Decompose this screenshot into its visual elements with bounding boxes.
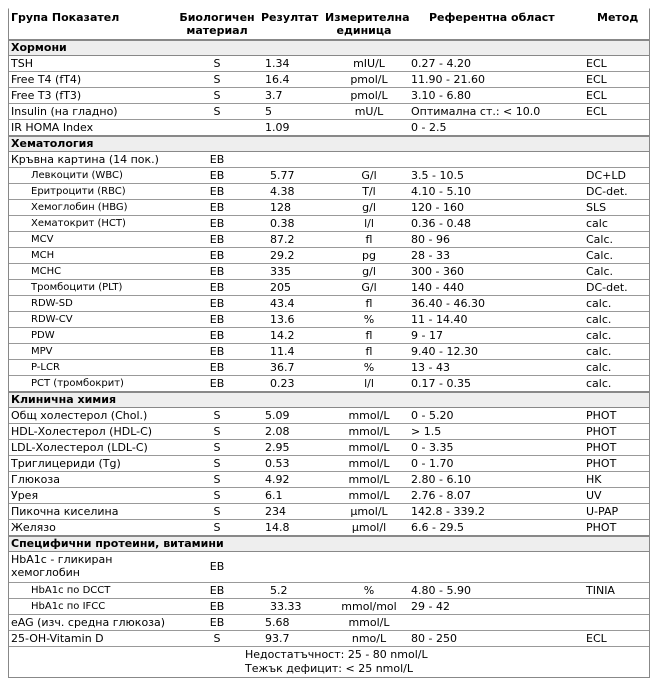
material: EB [209, 153, 225, 166]
test-name: Хемоглобин (HBG) [31, 202, 128, 213]
material: S [213, 441, 221, 454]
method: calc. [586, 377, 612, 390]
result: 1.34 [265, 57, 290, 70]
method: DC-det. [586, 281, 628, 294]
reference-range: 120 - 160 [411, 201, 464, 214]
test-name: MCHC [31, 266, 62, 277]
method: calc. [586, 297, 612, 310]
material: EB [209, 217, 225, 230]
material: EB [209, 560, 225, 573]
reference-range: 0 - 2.5 [411, 121, 447, 134]
method: Calc. [586, 265, 614, 278]
reference-range: > 1.5 [411, 425, 442, 438]
table-row [9, 296, 649, 312]
table-row [9, 232, 649, 248]
unit: mmol/L [348, 441, 390, 454]
table-row [9, 328, 649, 344]
material: S [213, 521, 221, 534]
unit: l/l [364, 377, 374, 390]
table-header [9, 9, 649, 41]
unit: G/l [361, 281, 377, 294]
reference-range: 11 - 14.40 [411, 313, 468, 326]
method: PHOT [586, 457, 617, 470]
method: ECL [586, 632, 607, 645]
method: calc. [586, 345, 612, 358]
test-name: Левкоцити (WBC) [31, 170, 123, 181]
unit: mmol/L [348, 457, 390, 470]
result: 5 [265, 105, 272, 118]
section-header: Специфични протеини, витамини [9, 537, 649, 552]
test-name: PDW [31, 330, 55, 341]
table-row [9, 120, 649, 137]
reference-range: 0 - 1.70 [411, 457, 454, 470]
test-name: LDL-Холестерол (LDL-C) [11, 441, 148, 454]
table-row [9, 599, 649, 615]
method: SLS [586, 201, 607, 214]
reference-range: 142.8 - 339.2 [411, 505, 485, 518]
unit: µmol/l [351, 521, 387, 534]
table-row [9, 88, 649, 104]
table-row [9, 456, 649, 472]
table-row [9, 168, 649, 184]
reference-range: 3.10 - 6.80 [411, 89, 471, 102]
reference-range: 0 - 5.20 [411, 409, 454, 422]
test-name: RDW-SD [31, 298, 73, 309]
vitamin-d-note [9, 647, 649, 677]
material: EB [209, 361, 225, 374]
reference-range: 3.5 - 10.5 [411, 169, 464, 182]
unit: pg [362, 249, 376, 262]
test-name: Хематокрит (HCT) [31, 218, 126, 229]
table-row [9, 376, 649, 393]
col-result: Резултат [261, 11, 319, 24]
table-row [9, 344, 649, 360]
table-row [9, 504, 649, 520]
test-name: HbA1c по DCCT [31, 585, 111, 596]
reference-range: 9.40 - 12.30 [411, 345, 478, 358]
col-unit: Измерителна единица [325, 11, 410, 37]
table-row [9, 312, 649, 328]
test-name: RDW-CV [31, 314, 73, 325]
test-name: Глюкоза [11, 473, 60, 486]
unit: nmo/L [351, 632, 387, 645]
method: PHOT [586, 521, 617, 534]
test-name: MCH [31, 250, 55, 261]
reference-range: 29 - 42 [411, 600, 450, 613]
unit: % [363, 361, 375, 374]
unit: µmol/L [350, 505, 388, 518]
material: EB [209, 185, 225, 198]
table-row [9, 152, 649, 168]
test-name: Урея [11, 489, 39, 502]
result: 14.2 [270, 329, 295, 342]
test-name: IR HOMA Index [11, 121, 94, 134]
result: 1.09 [265, 121, 290, 134]
result: 234 [265, 505, 286, 518]
material: S [213, 409, 221, 422]
material: S [213, 105, 221, 118]
unit: mmol/mol [341, 600, 397, 613]
test-name: Free T3 (fT3) [11, 89, 82, 102]
result: 2.08 [265, 425, 290, 438]
test-name: Free T4 (fT4) [11, 73, 82, 86]
table-row [9, 472, 649, 488]
method: DC+LD [586, 169, 626, 182]
table-row [9, 360, 649, 376]
unit: g/l [362, 265, 376, 278]
unit: pmol/L [350, 89, 388, 102]
table-row [9, 264, 649, 280]
unit: T/l [362, 185, 376, 198]
result: 2.95 [265, 441, 290, 454]
result: 36.7 [270, 361, 295, 374]
method: Calc. [586, 249, 614, 262]
col-method: Метод [597, 11, 639, 24]
reference-range: 6.6 - 29.5 [411, 521, 464, 534]
reference-range: 0.36 - 0.48 [411, 217, 471, 230]
reference-range: 28 - 33 [411, 249, 450, 262]
test-name: MCV [31, 234, 54, 245]
table-row [9, 200, 649, 216]
method: calc. [586, 329, 612, 342]
material: EB [209, 313, 225, 326]
result: 0.53 [265, 457, 290, 470]
reference-range: Оптимална ст.: < 10.0 [411, 105, 541, 118]
method: calc. [586, 313, 612, 326]
unit: fl [365, 345, 373, 358]
reference-range: 2.76 - 8.07 [411, 489, 471, 502]
unit: fl [365, 329, 373, 342]
material: S [213, 425, 221, 438]
material: EB [209, 377, 225, 390]
test-name: Тромбоцити (PLT) [31, 282, 123, 293]
reference-range: 0 - 3.35 [411, 441, 454, 454]
material: EB [209, 169, 225, 182]
method: Calc. [586, 233, 614, 246]
result: 93.7 [265, 632, 290, 645]
result: 205 [270, 281, 291, 294]
method: TINIA [586, 584, 615, 597]
table-row [9, 248, 649, 264]
col-material: Биологичен материал [179, 11, 255, 37]
method: ECL [586, 73, 607, 86]
unit: % [363, 313, 375, 326]
result: 43.4 [270, 297, 295, 310]
method: HK [586, 473, 602, 486]
material: EB [209, 616, 225, 629]
result: 4.92 [265, 473, 290, 486]
result: 5.2 [270, 584, 288, 597]
result: 5.09 [265, 409, 290, 422]
material: S [213, 489, 221, 502]
unit: mmol/L [348, 425, 390, 438]
unit: mmol/L [348, 616, 390, 629]
method: ECL [586, 89, 607, 102]
test-name: Желязо [11, 521, 56, 534]
method: PHOT [586, 441, 617, 454]
reference-range: 300 - 360 [411, 265, 464, 278]
result: 87.2 [270, 233, 295, 246]
table-row [9, 72, 649, 88]
material: EB [209, 329, 225, 342]
table-row [9, 488, 649, 504]
test-name: TSH [11, 57, 33, 70]
test-name: 25-OH-Vitamin D [11, 632, 104, 645]
reference-range: 9 - 17 [411, 329, 443, 342]
unit: g/l [362, 201, 376, 214]
unit: % [363, 584, 375, 597]
reference-range: 80 - 96 [411, 233, 450, 246]
result: 128 [270, 201, 291, 214]
reference-range: 2.80 - 6.10 [411, 473, 471, 486]
method: DC-det. [586, 185, 628, 198]
test-name: HbA1c - гликиран хемоглобин [11, 553, 113, 579]
table-row [9, 440, 649, 456]
section-header: Клинична химия [9, 393, 649, 408]
method: calc [586, 217, 608, 230]
reference-range: 36.40 - 46.30 [411, 297, 485, 310]
unit: fl [365, 297, 373, 310]
method: U-PAP [586, 505, 619, 518]
reference-range: 140 - 440 [411, 281, 464, 294]
method: PHOT [586, 425, 617, 438]
material: EB [209, 265, 225, 278]
note-line: Тежък дефицит: < 25 nmol/L [245, 662, 413, 675]
table-row [9, 104, 649, 120]
result: 4.38 [270, 185, 295, 198]
material: S [213, 73, 221, 86]
table-row [9, 408, 649, 424]
result: 16.4 [265, 73, 290, 86]
unit: G/l [361, 169, 377, 182]
unit: mU/L [354, 105, 384, 118]
material: S [213, 57, 221, 70]
table-row [9, 615, 649, 631]
material: S [213, 89, 221, 102]
material: EB [209, 249, 225, 262]
results-table [8, 8, 650, 678]
material: S [213, 632, 221, 645]
result: 0.38 [270, 217, 295, 230]
result: 5.68 [265, 616, 290, 629]
unit: mmol/L [348, 489, 390, 502]
reference-range: 13 - 43 [411, 361, 450, 374]
table-row [9, 280, 649, 296]
result: 6.1 [265, 489, 283, 502]
material: EB [209, 281, 225, 294]
method: ECL [586, 57, 607, 70]
table-row [9, 631, 649, 647]
result: 11.4 [270, 345, 295, 358]
unit: mmol/L [348, 473, 390, 486]
table-row [9, 184, 649, 200]
test-name: eAG (изч. средна глюкоза) [11, 616, 166, 629]
section-header: Хематология [9, 137, 649, 152]
reference-range: 0.17 - 0.35 [411, 377, 471, 390]
table-row [9, 552, 649, 583]
method: UV [586, 489, 602, 502]
unit: pmol/L [350, 73, 388, 86]
col-reference: Референтна област [429, 11, 555, 24]
reference-range: 4.10 - 5.10 [411, 185, 471, 198]
method: calc. [586, 361, 612, 374]
reference-range: 4.80 - 5.90 [411, 584, 471, 597]
note-line: Недостатъчност: 25 - 80 nmol/L [245, 648, 428, 661]
test-name: HbA1c по IFCC [31, 601, 106, 612]
test-name: Еритроцити (RBC) [31, 186, 126, 197]
result: 29.2 [270, 249, 295, 262]
material: S [213, 473, 221, 486]
unit: mIU/L [353, 57, 385, 70]
method: PHOT [586, 409, 617, 422]
unit: l/l [364, 217, 374, 230]
material: EB [209, 345, 225, 358]
table-row [9, 216, 649, 232]
result: 33.33 [270, 600, 302, 613]
col-group: Група Показател [11, 11, 120, 24]
result: 13.6 [270, 313, 295, 326]
table-row [9, 583, 649, 599]
test-name: Пикочна киселина [11, 505, 119, 518]
material: EB [209, 584, 225, 597]
test-name: MPV [31, 346, 53, 357]
result: 335 [270, 265, 291, 278]
material: EB [209, 233, 225, 246]
test-name: Общ холестерол (Chol.) [11, 409, 148, 422]
table-row [9, 520, 649, 537]
material: S [213, 505, 221, 518]
result: 3.7 [265, 89, 283, 102]
test-name: Insulin (на гладно) [11, 105, 118, 118]
material: EB [209, 600, 225, 613]
unit: mmol/L [348, 409, 390, 422]
section-header: Хормони [9, 41, 649, 56]
test-name: PCT (тромбокрит) [31, 378, 124, 389]
reference-range: 11.90 - 21.60 [411, 73, 485, 86]
test-name: HDL-Холестерол (HDL-C) [11, 425, 153, 438]
material: S [213, 457, 221, 470]
test-name: P-LCR [31, 362, 60, 373]
result: 0.23 [270, 377, 295, 390]
table-row [9, 424, 649, 440]
result: 14.8 [265, 521, 290, 534]
result: 5.77 [270, 169, 295, 182]
test-name: Кръвна картина (14 пок.) [11, 153, 159, 166]
reference-range: 80 - 250 [411, 632, 457, 645]
table-row [9, 56, 649, 72]
material: EB [209, 201, 225, 214]
reference-range: 0.27 - 4.20 [411, 57, 471, 70]
material: EB [209, 297, 225, 310]
unit: fl [365, 233, 373, 246]
test-name: Триглицериди (Tg) [11, 457, 121, 470]
method: ECL [586, 105, 607, 118]
